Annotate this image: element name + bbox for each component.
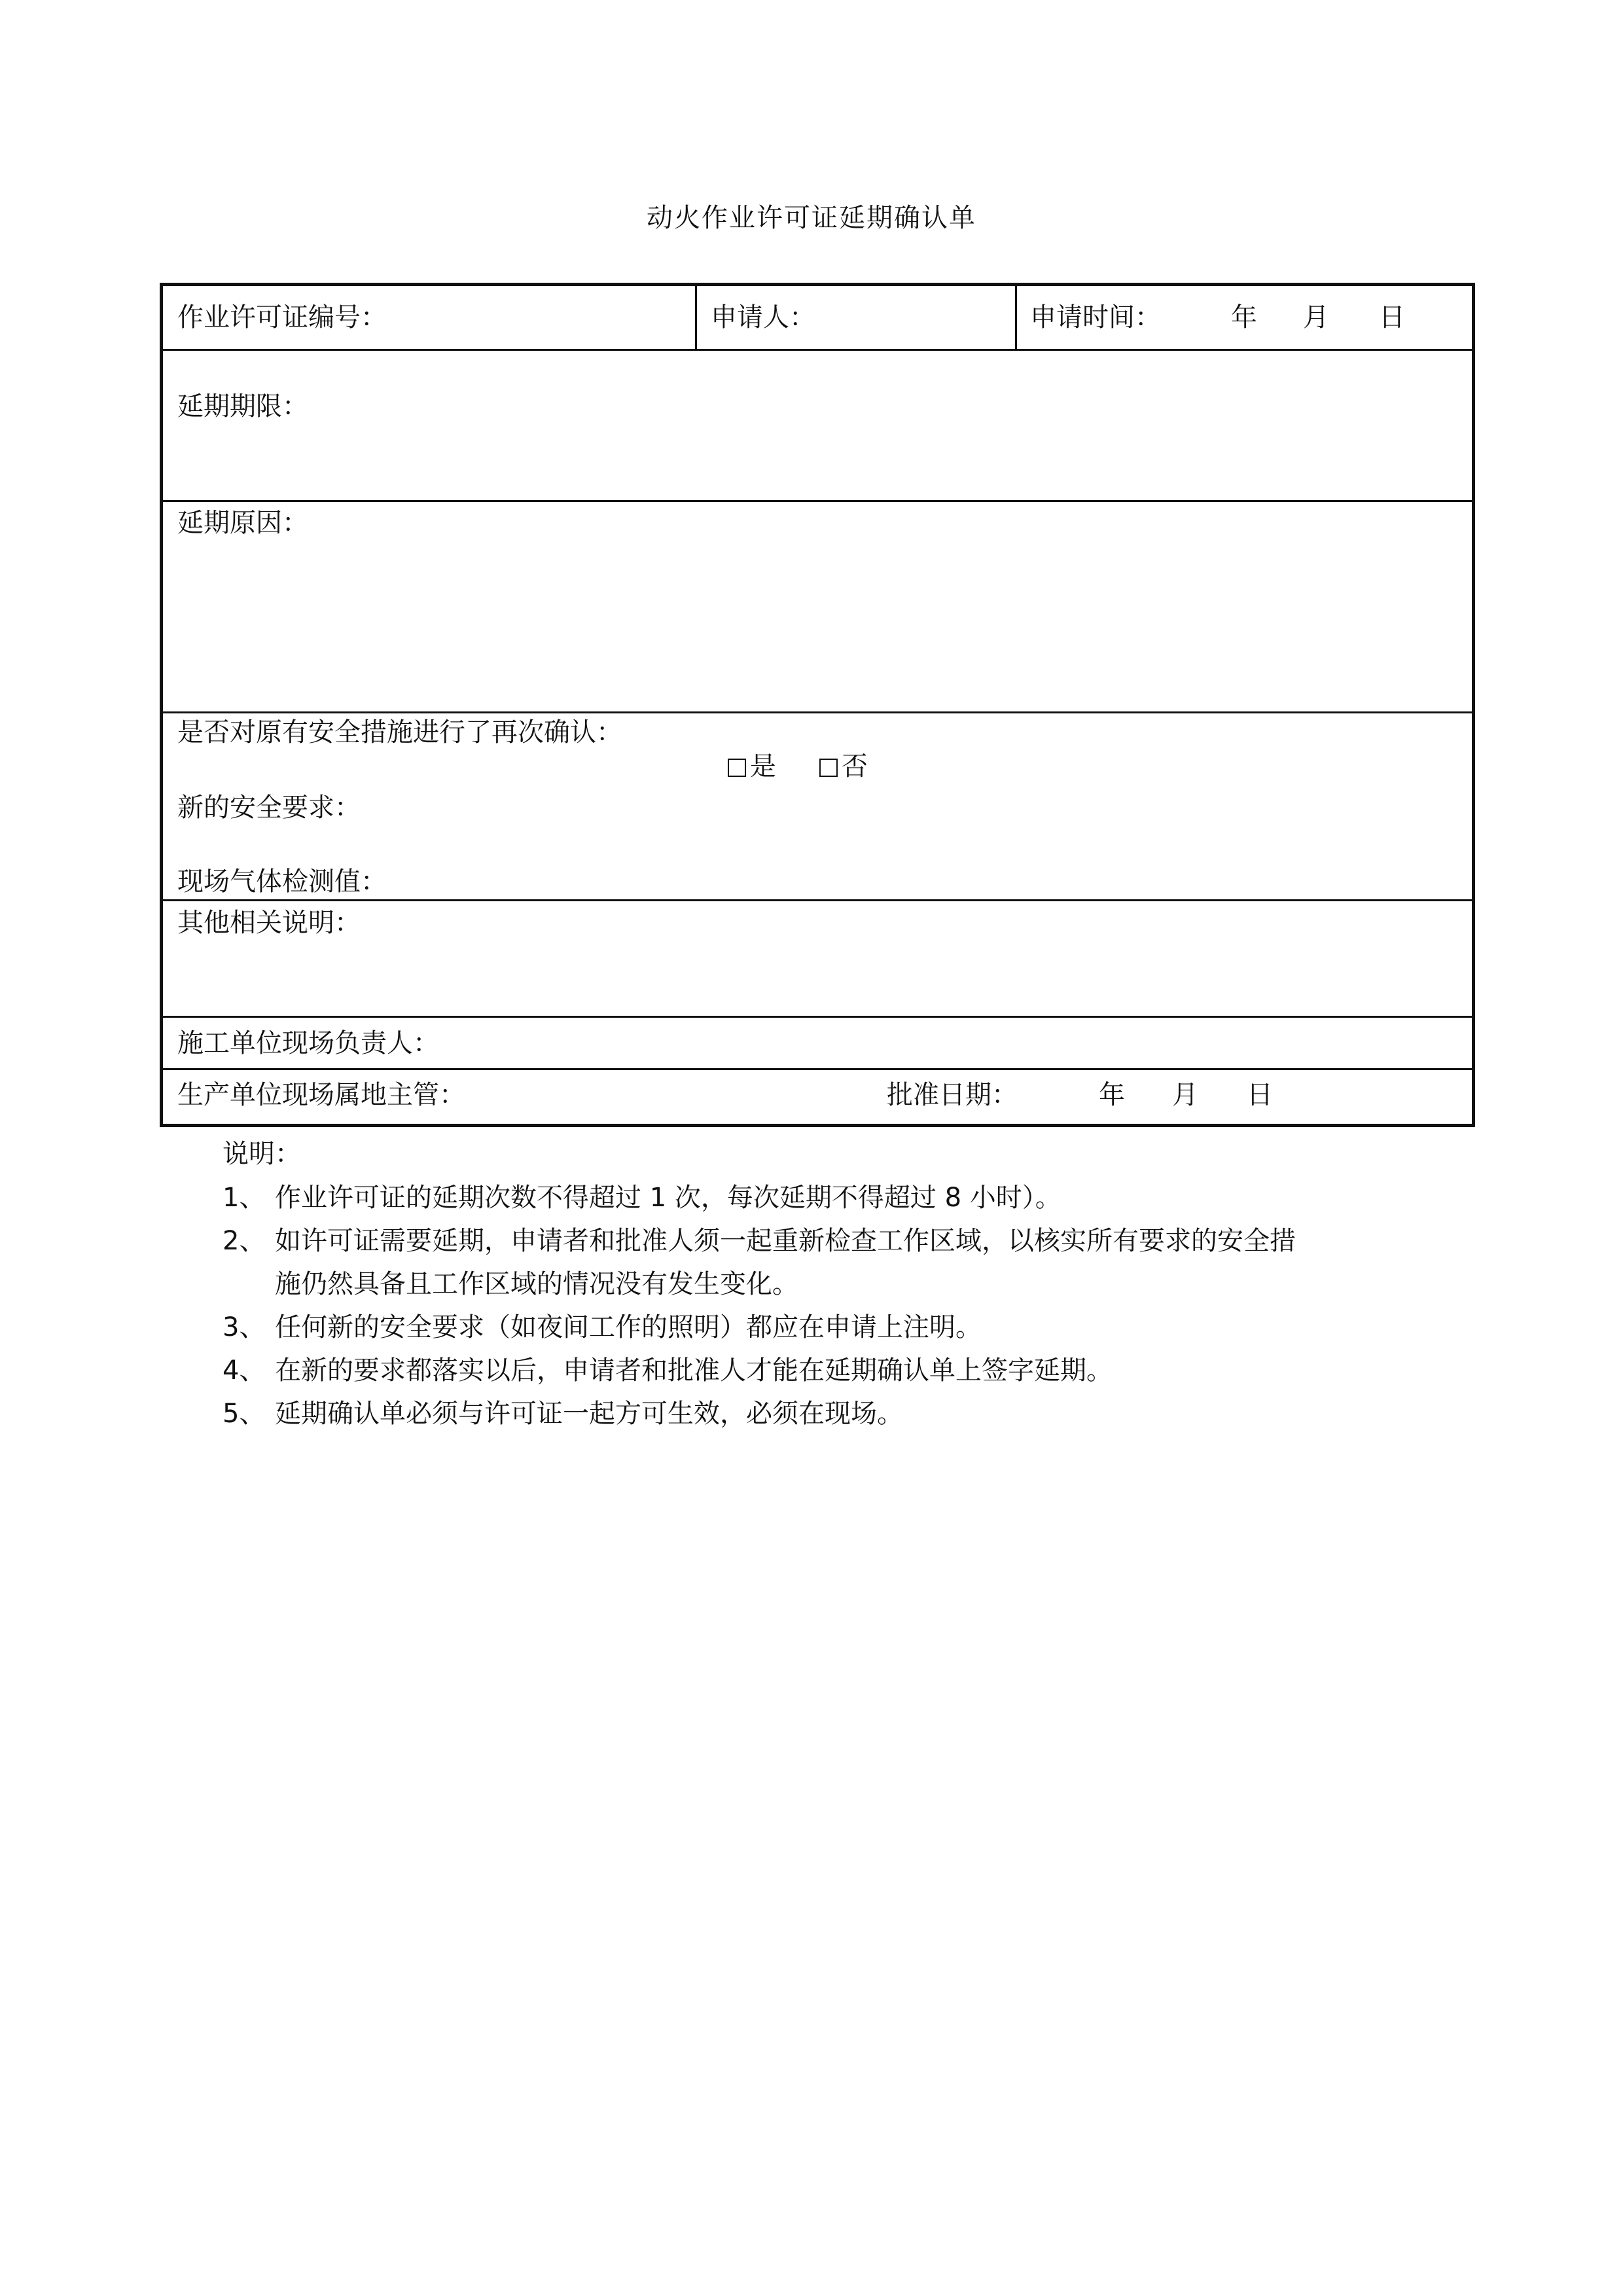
note-text: 作业许可证的延期次数不得超过 1 次，每次延期不得超过 8 小时）。 [275,1183,1061,1213]
approval-day-label: 日 [1247,1080,1273,1110]
reconfirm-yes-label: 是 [749,751,776,781]
extension-period-label: 延期期限： [177,391,308,422]
apply-day-label: 日 [1379,302,1405,332]
note-text: 任何新的安全要求（如夜间工作的照明）都应在申请上注明。 [275,1312,982,1342]
note-number: 2、 [223,1226,266,1256]
apply-year-label: 年 [1231,302,1257,332]
note-number: 3、 [223,1312,266,1342]
applicant-label: 申请人： [711,302,815,332]
approval-year-label: 年 [1099,1080,1125,1110]
extension-reason-label: 延期原因： [177,508,308,538]
new-safety-requirements-label: 新的安全要求： [177,793,361,823]
reconfirm-yes-option[interactable] [694,715,776,817]
approval-date-label: 批准日期： [887,1080,1018,1110]
column-divider [1015,286,1017,350]
apply-month-label: 月 [1303,302,1329,332]
other-notes-label: 其他相关说明： [177,908,361,938]
production-supervisor-label: 生产单位现场属地主管： [177,1080,465,1110]
reconfirm-question: 是否对原有安全措施进行了再次确认： [177,717,622,747]
row-divider [163,1068,1472,1070]
row-divider [163,899,1472,901]
permit-number-label: 作业许可证编号： [177,302,387,332]
row-divider [163,500,1472,502]
note-number: 5、 [223,1399,266,1429]
extension-form-table [160,283,1475,1127]
note-text: 延期确认单必须与许可证一起方可生效，必须在现场。 [275,1399,903,1429]
note-text: 如许可证需要延期，申请者和批准人须一起重新检查工作区域，以核实所有要求的安全措 [275,1226,1296,1256]
contractor-supervisor-label: 施工单位现场负责人： [177,1028,439,1058]
note-number: 1、 [223,1183,266,1213]
apply-time-label: 申请时间： [1030,302,1161,332]
page-title: 动火作业许可证延期确认单 [647,203,976,233]
notes-heading: 说明： [223,1139,301,1169]
row-divider [163,349,1472,351]
reconfirm-no-label: 否 [841,751,868,781]
note-text-continued: 施仍然具备且工作区域的情况没有发生变化。 [275,1269,798,1299]
note-number: 4、 [223,1355,266,1386]
checkbox-no[interactable] [819,759,838,777]
reconfirm-no-option[interactable] [786,715,868,817]
checkbox-yes[interactable] [728,759,746,777]
gas-test-value-label: 现场气体检测值： [177,867,387,897]
column-divider [695,286,697,350]
note-text: 在新的要求都落实以后，申请者和批准人才能在延期确认单上签字延期。 [275,1355,1113,1386]
row-divider [163,1016,1472,1018]
approval-month-label: 月 [1172,1080,1198,1110]
row-divider [163,711,1472,713]
